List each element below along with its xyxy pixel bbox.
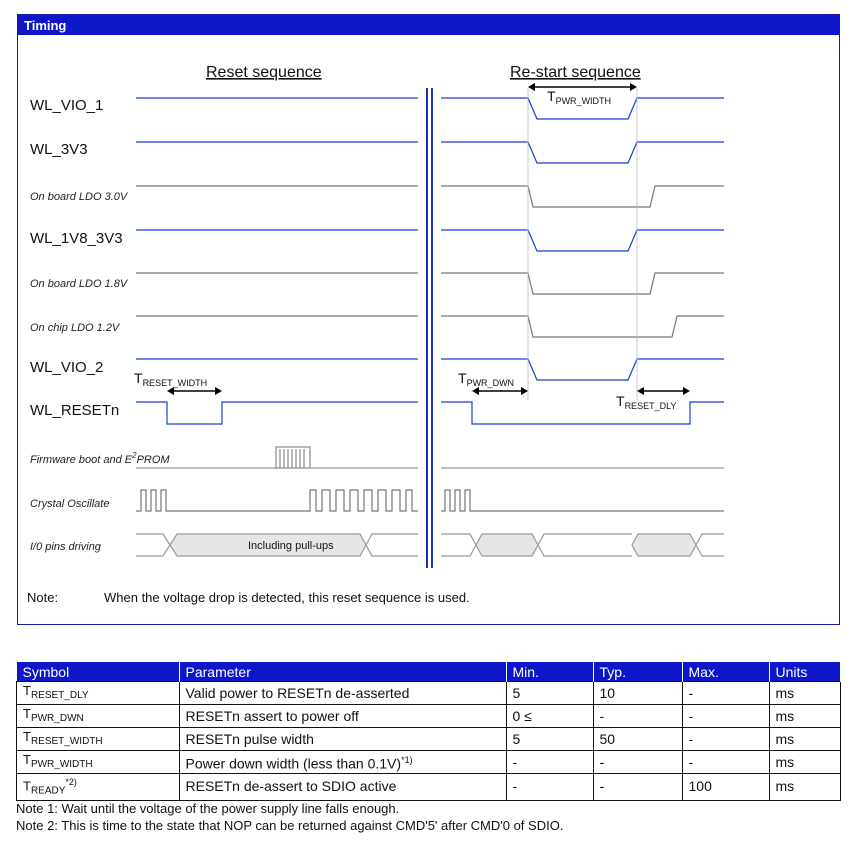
cell-parameter: Valid power to RESETn de-asserted (179, 682, 506, 705)
footnote-2: Note 2: This is time to the state that NOP can be returned against CMD'5' after CMD'0 of SDIO. (16, 818, 564, 833)
t-reset-width-label: $T_{RESET\_WIDTH}$ (134, 370, 208, 388)
signal-label-wl-resetn: WL_RESETn (30, 402, 120, 419)
cell-max: - (682, 705, 769, 728)
signal-label-firmware-boot: Firmware boot and $E^2PROM$ (30, 451, 170, 466)
cell-symbol: $T_{PWR\_WIDTH}$ (17, 751, 180, 774)
signal-label-ldo-1v2: On chip LDO 1.2V (30, 322, 120, 334)
table-row (17, 774, 841, 801)
cell-max: 100 (682, 774, 769, 801)
footnotes (16, 800, 563, 834)
table-row (17, 728, 841, 751)
signal-label-io-pins: I/0 pins driving (30, 541, 101, 553)
cell-typ: - (593, 705, 682, 728)
cell-units: ms (769, 751, 841, 774)
cell-units: ms (769, 774, 841, 801)
cell-typ: 50 (593, 728, 682, 751)
col-units: Units (769, 662, 841, 682)
table-header-row (17, 662, 841, 682)
table-row (17, 682, 841, 705)
col-typ: Typ. (593, 662, 682, 682)
note-label: Note: (27, 590, 59, 605)
table-row (17, 705, 841, 728)
footnote-1: Note 1: Wait until the voltage of the power supply line falls enough. (16, 801, 400, 816)
cell-units: ms (769, 728, 841, 751)
cell-max: - (682, 728, 769, 751)
cell-parameter: Power down width (less than 0.1V)$^{*1)}$ (179, 751, 506, 774)
signal-label-wl-vio-2: WL_VIO_2 (30, 359, 104, 376)
cell-symbol: $T_{READY}^{*2)}$ (17, 774, 180, 801)
cell-max: - (682, 682, 769, 705)
reset-waveforms (136, 98, 418, 556)
cell-typ: 10 (593, 682, 682, 705)
t-reset-dly-label: $T_{RESET\_DLY}$ (616, 393, 677, 411)
cell-symbol: $T_{RESET\_WIDTH}$ (17, 728, 180, 751)
cell-units: ms (769, 705, 841, 728)
col-min: Min. (506, 662, 593, 682)
cell-typ: - (593, 774, 682, 801)
cell-min: 5 (506, 682, 593, 705)
cell-symbol: $T_{RESET\_DLY}$ (17, 682, 180, 705)
signal-label-crystal: Crystal Oscillate (30, 498, 110, 510)
signal-label-wl-1v8-3v3: WL_1V8_3V3 (30, 230, 123, 247)
timing-arrows (167, 83, 690, 395)
restart-sequence-header: Re-start sequence (510, 64, 641, 81)
cell-units: ms (769, 682, 841, 705)
pullups-label: Including pull-ups (248, 540, 334, 552)
t-pwr-width-label: $T_{PWR\_WIDTH}$ (547, 88, 612, 106)
timing-table (16, 662, 841, 801)
signal-label-wl-3v3: WL_3V3 (30, 141, 88, 158)
cell-max: - (682, 751, 769, 774)
cell-min: - (506, 774, 593, 801)
cell-min: 0 ≤ (506, 705, 593, 728)
signal-label-ldo-1v8: On board LDO 1.8V (30, 278, 128, 290)
table-row (17, 751, 841, 774)
cell-parameter: RESETn de-assert to SDIO active (179, 774, 506, 801)
cell-parameter: RESETn assert to power off (179, 705, 506, 728)
col-parameter: Parameter (179, 662, 506, 682)
signal-label-ldo-3v0: On board LDO 3.0V (30, 191, 128, 203)
restart-waveforms (441, 88, 724, 556)
cell-symbol: $T_{PWR\_DWN}$ (17, 705, 180, 728)
cell-typ: - (593, 751, 682, 774)
cell-parameter: RESETn pulse width (179, 728, 506, 751)
panel-title: Timing (18, 15, 839, 35)
cell-min: - (506, 751, 593, 774)
signal-label-wl-vio-1: WL_VIO_1 (30, 97, 104, 114)
reset-sequence-header: Reset sequence (206, 64, 322, 81)
col-symbol: Symbol (17, 662, 180, 682)
note-text: When the voltage drop is detected, this reset sequence is used. (104, 590, 470, 605)
cell-min: 5 (506, 728, 593, 751)
t-pwr-dwn-label: $T_{PWR\_DWN}$ (458, 370, 515, 388)
col-max: Max. (682, 662, 769, 682)
